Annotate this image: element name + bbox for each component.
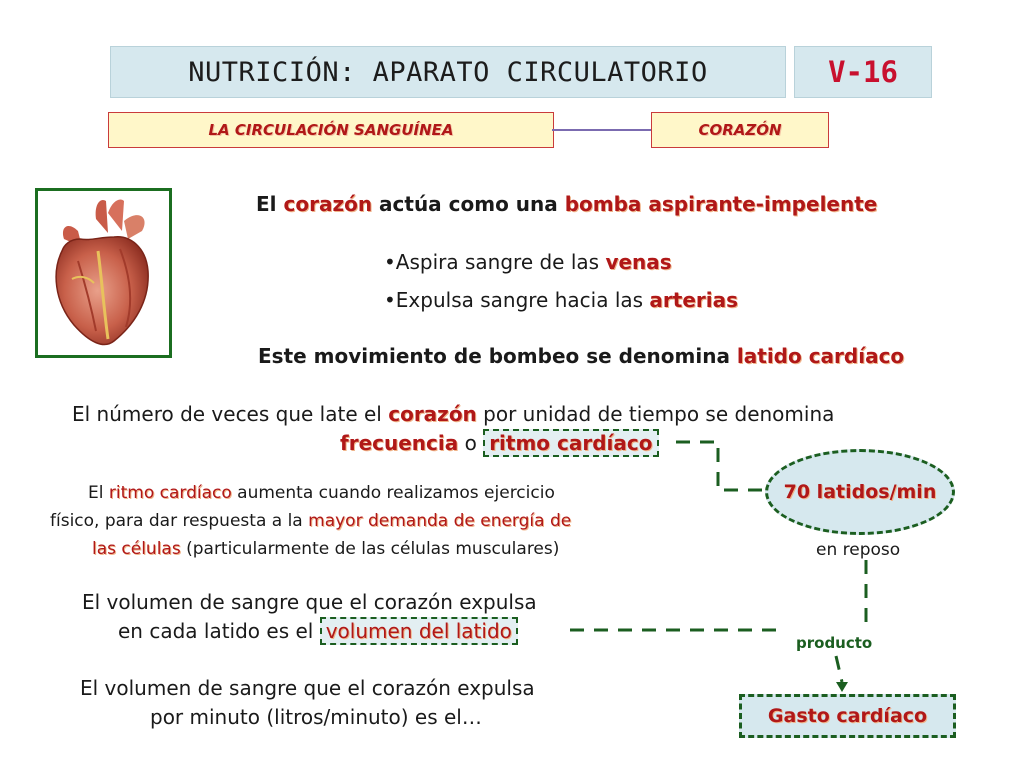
ejercicio-text-1: El — [88, 483, 109, 503]
keyword-frecuencia: frecuencia — [340, 431, 459, 455]
arrowhead-icon — [836, 682, 848, 692]
gasto-label: Gasto cardíaco — [767, 705, 928, 727]
frecuencia-text-1: El número de veces que late el — [72, 402, 389, 426]
page-title: NUTRICIÓN: APARATO CIRCULATORIO — [110, 46, 786, 98]
intro-text-2: actúa como una — [372, 192, 565, 216]
rate-value: 70 latidos/min — [783, 481, 937, 503]
keyword-celulas: las células — [92, 539, 181, 559]
connector-ritmo-to-rate — [676, 442, 765, 490]
volumen-text: en cada latido es el — [118, 619, 320, 643]
keyword-venas: venas — [605, 250, 672, 274]
rate-note: en reposo — [816, 540, 901, 560]
keyword-ritmo-box: ritmo cardíaco — [483, 429, 658, 457]
frecuencia-text-2: por unidad de tiempo se denomina — [476, 402, 835, 426]
ejercicio-text-3: físico, para dar respuesta a la — [50, 511, 309, 531]
keyword-volumen-box: volumen del latido — [320, 617, 518, 645]
gasto-line-1: El volumen de sangre que el corazón expulsa — [80, 676, 535, 700]
slide-code: V-16 — [794, 46, 932, 98]
keyword-demanda: mayor demanda de energía de — [308, 511, 572, 531]
frecuencia-text-3: o — [458, 431, 484, 455]
ejercicio-text-2: aumenta cuando realizamos ejercicio — [231, 483, 555, 503]
gasto-line-2: por minuto (litros/minuto) es el… — [150, 705, 482, 729]
tag-corazon: CORAZÓN — [651, 112, 829, 148]
producto-label: producto — [796, 634, 873, 652]
tag-circulacion: LA CIRCULACIÓN SANGUÍNEA — [108, 112, 554, 148]
bullet-text: •Aspira sangre de las — [384, 250, 606, 274]
keyword-latido: latido cardíaco — [736, 344, 905, 368]
keyword-corazon-2: corazón — [388, 402, 477, 426]
intro-text-1: El — [256, 192, 284, 216]
keyword-arterias: arterias — [649, 288, 739, 312]
volumen-line-1: El volumen de sangre que el corazón expulsa — [82, 590, 537, 614]
connector-producto-to-gasto — [836, 656, 842, 682]
keyword-corazon: corazón — [283, 192, 373, 216]
ejercicio-text-4: (particularmente de las células musculares) — [180, 539, 560, 559]
keyword-bomba: bomba aspirante-impelente — [564, 192, 878, 216]
latido-text: Este movimiento de bombeo se denomina — [258, 344, 737, 368]
keyword-ritmo-2: ritmo cardíaco — [108, 483, 232, 503]
bullet-text: •Expulsa sangre hacia las — [384, 288, 650, 312]
